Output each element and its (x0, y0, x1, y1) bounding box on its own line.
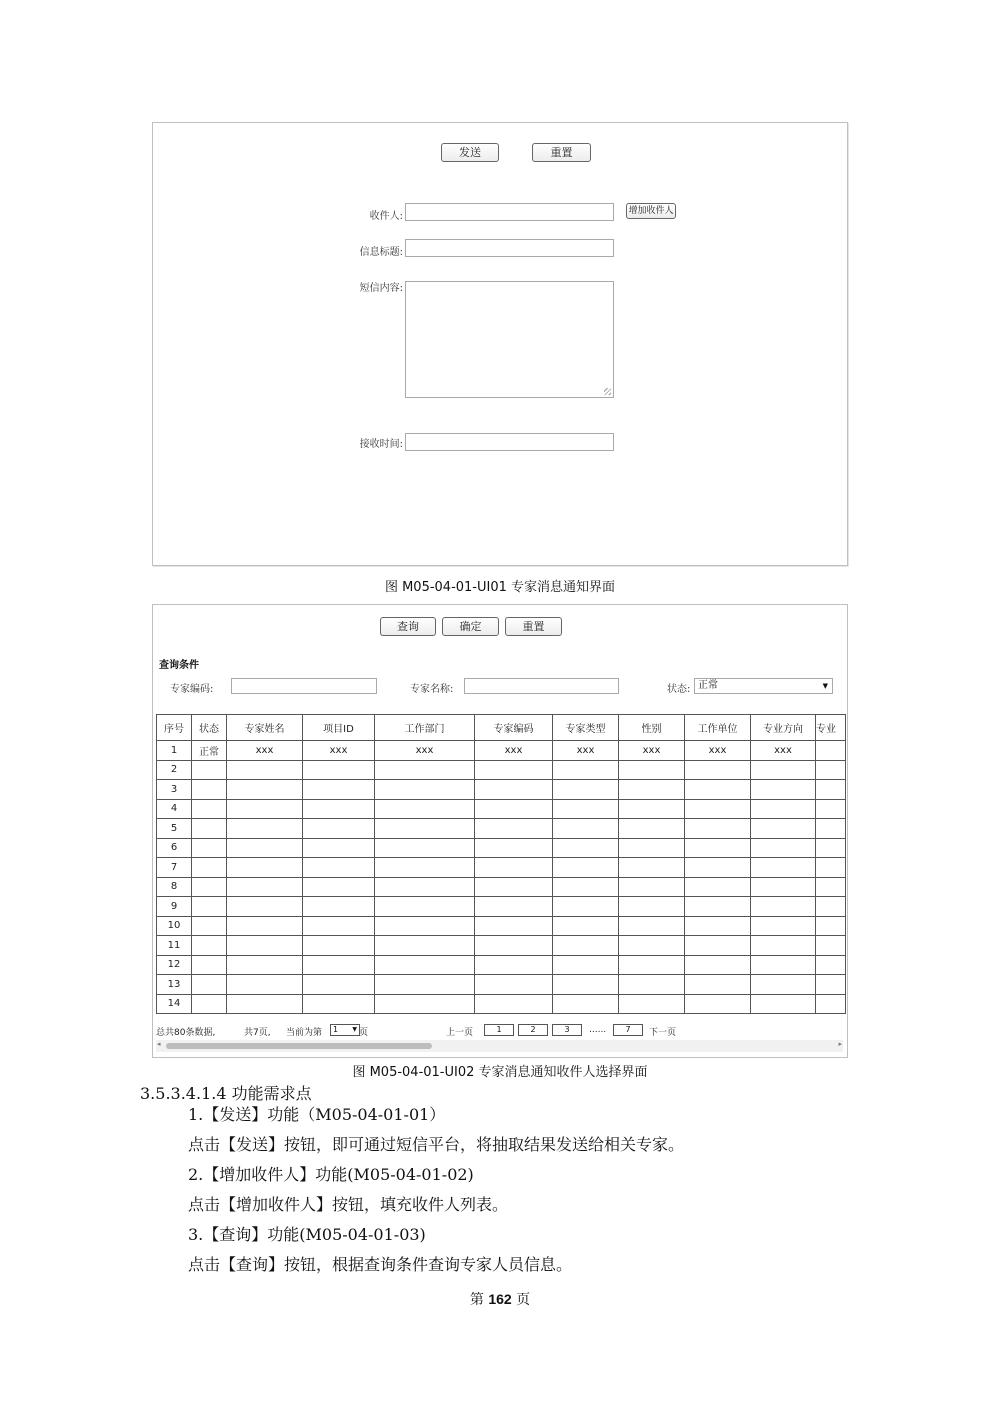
table-cell (192, 858, 227, 878)
table-cell (619, 799, 685, 819)
column-header[interactable]: 状态 (192, 715, 227, 741)
column-header[interactable]: 性别 (619, 715, 685, 741)
message-title-input[interactable] (405, 239, 614, 257)
table-cell: 7 (157, 858, 192, 878)
table-cell (375, 955, 475, 975)
status-select-value: 正常 (698, 680, 718, 691)
table-cell: xxx (375, 741, 475, 761)
table-cell (375, 975, 475, 995)
table-cell (227, 916, 303, 936)
table-row[interactable] (157, 799, 846, 819)
table-cell (227, 799, 303, 819)
table-cell (375, 936, 475, 956)
table-row[interactable] (157, 994, 846, 1014)
table-cell (553, 838, 619, 858)
table-cell (619, 916, 685, 936)
table-cell (685, 994, 751, 1014)
current-page-value: 1 (333, 1025, 339, 1034)
table-cell: 6 (157, 838, 192, 858)
table-cell (475, 858, 553, 878)
receive-time-label: 接收时间: (359, 439, 403, 450)
prev-page-link[interactable]: 上一页 (446, 1028, 474, 1038)
table-row[interactable] (157, 858, 846, 878)
total-pages: 共7页, (244, 1028, 271, 1038)
table-cell (751, 975, 816, 995)
table-cell: 9 (157, 897, 192, 917)
last-page-button[interactable]: 7 (613, 1024, 643, 1036)
table-cell (816, 975, 846, 995)
section-heading: 3.5.3.4.1.4 功能需求点 (140, 1084, 312, 1103)
current-page-suffix: 页 (359, 1028, 369, 1038)
table-cell (375, 994, 475, 1014)
query-button[interactable]: 查询 (380, 617, 436, 636)
table-cell (192, 877, 227, 897)
table-cell (619, 897, 685, 917)
recipient-selection-panel (152, 604, 848, 1058)
table-cell (303, 799, 375, 819)
table-cell (619, 838, 685, 858)
table-cell: xxx (303, 741, 375, 761)
message-notification-form (152, 122, 848, 566)
expert-code-label: 专家编码: (170, 684, 214, 695)
table-cell (192, 780, 227, 800)
table-row[interactable] (157, 897, 846, 917)
requirement-description: 点击【查询】按钮，根据查询条件查询专家人员信息。 (188, 1255, 573, 1274)
table-cell (303, 994, 375, 1014)
table-cell (192, 936, 227, 956)
table-cell (227, 819, 303, 839)
scrollbar-thumb[interactable] (166, 1043, 432, 1049)
table-cell (751, 994, 816, 1014)
table-cell (685, 877, 751, 897)
table-cell (619, 955, 685, 975)
table-cell (685, 858, 751, 878)
table-cell (227, 975, 303, 995)
table-cell (553, 780, 619, 800)
table-row[interactable] (157, 760, 846, 780)
table-cell (685, 936, 751, 956)
table-cell (375, 760, 475, 780)
table-cell (751, 936, 816, 956)
table-cell (816, 936, 846, 956)
table-cell (619, 780, 685, 800)
table-cell (685, 799, 751, 819)
horizontal-scrollbar[interactable] (156, 1040, 843, 1052)
table-cell (751, 819, 816, 839)
table-cell (619, 819, 685, 839)
table-cell (619, 936, 685, 956)
expert-name-input[interactable] (464, 678, 619, 694)
table-cell (227, 760, 303, 780)
status-select[interactable] (694, 678, 833, 694)
footer-prefix: 第 (469, 1292, 484, 1308)
table-cell (816, 799, 846, 819)
table-cell (192, 897, 227, 917)
table-cell (619, 760, 685, 780)
table-cell (303, 936, 375, 956)
expert-code-input[interactable] (231, 678, 377, 694)
table-cell (816, 838, 846, 858)
table-cell (751, 916, 816, 936)
page-button[interactable]: 2 (518, 1024, 548, 1036)
recipient-input[interactable] (405, 203, 614, 221)
sms-content-label: 短信内容: (359, 283, 403, 294)
status-label: 状态: (667, 684, 691, 695)
receive-time-input[interactable] (405, 433, 614, 451)
table-cell (685, 897, 751, 917)
expert-name-label: 专家名称: (410, 684, 454, 695)
reset-button[interactable]: 重置 (505, 617, 562, 636)
table-cell: 正常 (192, 741, 227, 761)
table-cell (751, 760, 816, 780)
table-cell (475, 877, 553, 897)
reset-button[interactable]: 重置 (532, 143, 591, 162)
scroll-right-icon[interactable]: ▸ (838, 1040, 842, 1048)
table-cell (751, 877, 816, 897)
table-cell (816, 916, 846, 936)
table-cell (375, 897, 475, 917)
table-row[interactable] (157, 877, 846, 897)
resize-grip-icon[interactable] (604, 388, 611, 395)
table-cell (685, 916, 751, 936)
table-cell: xxx (227, 741, 303, 761)
table-cell (619, 858, 685, 878)
table-cell (375, 799, 475, 819)
table-cell (303, 955, 375, 975)
footer-suffix: 页 (516, 1292, 531, 1308)
column-header[interactable]: 专业 (816, 715, 846, 741)
send-button[interactable]: 发送 (441, 143, 499, 162)
table-cell (303, 819, 375, 839)
table-cell: 4 (157, 799, 192, 819)
table-cell (751, 897, 816, 917)
table-cell (553, 994, 619, 1014)
column-header[interactable]: 专家姓名 (227, 715, 303, 741)
table-cell (553, 975, 619, 995)
total-records: 总共80条数据, (156, 1028, 216, 1038)
table-cell: 5 (157, 819, 192, 839)
table-cell: 1 (157, 741, 192, 761)
table-cell (685, 975, 751, 995)
requirement-description: 点击【发送】按钮，即可通过短信平台，将抽取结果发送给相关专家。 (188, 1135, 685, 1154)
table-header-row (157, 715, 846, 741)
page-button[interactable]: 3 (552, 1024, 582, 1036)
table-cell (303, 760, 375, 780)
column-header[interactable]: 专业方向 (751, 715, 816, 741)
table-cell (475, 780, 553, 800)
table-cell (816, 760, 846, 780)
table-cell (475, 994, 553, 1014)
table-cell: 11 (157, 936, 192, 956)
dropdown-arrow-icon: ▼ (352, 1026, 357, 1033)
table-cell (619, 877, 685, 897)
next-page-link[interactable]: 下一页 (649, 1028, 677, 1038)
requirement-description: 点击【增加收件人】按钮，填充收件人列表。 (188, 1195, 509, 1214)
table-cell (227, 838, 303, 858)
table-row[interactable] (157, 916, 846, 936)
table-cell (553, 799, 619, 819)
column-header[interactable]: 项目ID (303, 715, 375, 741)
figure2-caption: 图 M05-04-01-UI02 专家消息通知收件人选择界面 (352, 1065, 648, 1080)
table-cell (227, 936, 303, 956)
current-page-select[interactable] (330, 1024, 360, 1036)
query-section-title: 查询条件 (159, 660, 199, 671)
table-cell (685, 955, 751, 975)
table-cell (375, 780, 475, 800)
table-cell (475, 819, 553, 839)
table-cell (227, 897, 303, 917)
table-cell (751, 780, 816, 800)
table-cell (475, 760, 553, 780)
table-cell: 3 (157, 780, 192, 800)
table-row[interactable] (157, 955, 846, 975)
table-cell (227, 955, 303, 975)
table-cell (816, 741, 846, 761)
table-cell (227, 994, 303, 1014)
message-title-label: 信息标题: (359, 247, 403, 258)
table-cell (303, 916, 375, 936)
table-cell (227, 858, 303, 878)
table-cell (227, 877, 303, 897)
table-cell (553, 760, 619, 780)
dropdown-arrow-icon: ▼ (822, 682, 828, 690)
table-cell (475, 897, 553, 917)
column-header[interactable]: 专家编码 (475, 715, 553, 741)
table-cell (192, 994, 227, 1014)
table-cell: 13 (157, 975, 192, 995)
table-cell (553, 916, 619, 936)
table-cell (475, 936, 553, 956)
table-cell (303, 838, 375, 858)
table-cell (303, 877, 375, 897)
table-cell: 8 (157, 877, 192, 897)
confirm-button[interactable]: 确定 (442, 617, 499, 636)
table-cell (475, 799, 553, 819)
expert-table (156, 714, 846, 1014)
table-cell (553, 897, 619, 917)
figure1-caption: 图 M05-04-01-UI01 专家消息通知界面 (384, 580, 616, 595)
requirement-title: 3.【查询】功能(M05-04-01-03) (188, 1225, 426, 1244)
table-cell (553, 858, 619, 878)
table-cell (192, 799, 227, 819)
table-cell (553, 955, 619, 975)
table-cell (685, 819, 751, 839)
table-cell (816, 955, 846, 975)
column-header[interactable]: 专家类型 (553, 715, 619, 741)
table-cell (619, 975, 685, 995)
table-cell (553, 819, 619, 839)
table-cell: 12 (157, 955, 192, 975)
pager-ellipsis: ...... (589, 1025, 607, 1035)
table-cell (553, 877, 619, 897)
table-cell: 10 (157, 916, 192, 936)
scroll-left-icon[interactable]: ◂ (157, 1040, 161, 1048)
page-footer (0, 1289, 1000, 1309)
table-cell: xxx (685, 741, 751, 761)
table-cell (475, 916, 553, 936)
table-cell (375, 877, 475, 897)
table-cell (475, 955, 553, 975)
table-cell (227, 780, 303, 800)
table-body (157, 741, 846, 1014)
table-cell (816, 819, 846, 839)
table-row[interactable] (157, 838, 846, 858)
column-header[interactable]: 工作单位 (685, 715, 751, 741)
table-cell: xxx (751, 741, 816, 761)
table-cell (751, 955, 816, 975)
page-button[interactable]: 1 (484, 1024, 514, 1036)
table-cell: 14 (157, 994, 192, 1014)
table-cell (816, 897, 846, 917)
sms-content-textarea[interactable] (405, 281, 614, 398)
table-row[interactable] (157, 936, 846, 956)
table-cell (303, 897, 375, 917)
column-header[interactable]: 工作部门 (375, 715, 475, 741)
table-cell (619, 994, 685, 1014)
table-cell (475, 838, 553, 858)
table-cell (375, 819, 475, 839)
table-row[interactable] (157, 975, 846, 995)
table-row[interactable] (157, 780, 846, 800)
requirement-title: 2.【增加收件人】功能(M05-04-01-02) (188, 1165, 474, 1184)
table-cell: xxx (619, 741, 685, 761)
table-cell (303, 780, 375, 800)
add-recipient-button[interactable]: 增加收件人 (626, 203, 676, 219)
column-header[interactable]: 序号 (157, 715, 192, 741)
table-cell (303, 858, 375, 878)
requirement-title: 1.【发送】功能（M05-04-01-01） (188, 1105, 446, 1124)
table-cell (553, 936, 619, 956)
table-cell: xxx (475, 741, 553, 761)
table-cell (751, 799, 816, 819)
table-cell (192, 916, 227, 936)
table-cell (816, 858, 846, 878)
table-row[interactable] (157, 741, 846, 761)
table-row[interactable] (157, 819, 846, 839)
table-cell (303, 975, 375, 995)
table-cell (816, 994, 846, 1014)
table-cell (685, 780, 751, 800)
table-cell (192, 975, 227, 995)
table-cell (375, 858, 475, 878)
table-cell (375, 916, 475, 936)
table-cell (192, 955, 227, 975)
table-cell (816, 877, 846, 897)
table-cell (751, 838, 816, 858)
page-number: 162 (488, 1291, 512, 1307)
table-cell (816, 780, 846, 800)
table-cell (685, 760, 751, 780)
table-cell (475, 975, 553, 995)
table-cell (685, 838, 751, 858)
table-cell (192, 819, 227, 839)
table-cell (751, 858, 816, 878)
table-cell: xxx (553, 741, 619, 761)
table-cell: 2 (157, 760, 192, 780)
table-cell (192, 838, 227, 858)
recipient-label: 收件人: (369, 211, 403, 222)
table-cell (192, 760, 227, 780)
current-page-prefix: 当前为第 (286, 1028, 323, 1038)
table-cell (375, 838, 475, 858)
